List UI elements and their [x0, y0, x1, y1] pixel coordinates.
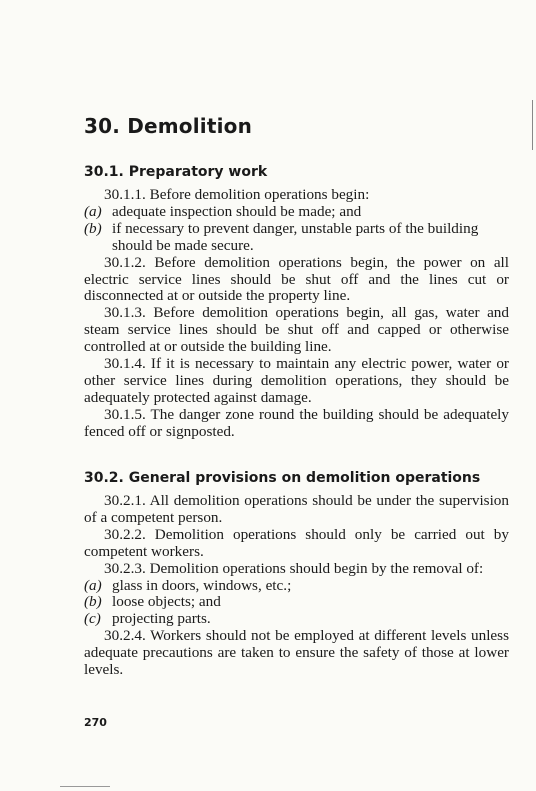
list-item-a [84, 578, 509, 595]
list-item-text: adequate inspection should be made; and [112, 202, 362, 220]
bottom-rule [60, 786, 110, 787]
list-item-label: (b) [84, 219, 102, 237]
paragraph-30-2-3: 30.2.3. Demolition operations should begin by the removal of: [104, 559, 484, 577]
list-item-text: if necessary to prevent danger, unstable parts of the building should be made secure. [112, 219, 479, 254]
page-number: 270 [84, 716, 107, 729]
paragraph-30-1-1: 30.1.1. Before demolition operations begin: [104, 186, 370, 203]
list-item-text: glass in doors, windows, etc.; [112, 576, 292, 594]
list-item-label: (c) [84, 610, 101, 628]
list-item-a [84, 204, 509, 221]
list-item-b [84, 594, 509, 611]
paragraph-30-2-2: 30.2.2. Demolition operations should only be carried out by competent workers. [84, 525, 509, 560]
section-body-preparatory-work [84, 187, 509, 441]
chapter-title: 30. Demolition [84, 114, 253, 138]
paragraph-30-2-4: 30.2.4. Workers should not be employed at different levels unless adequate precautions are taken to ensure the safety of those at lower levels. [84, 627, 509, 679]
list-item-b [84, 221, 509, 255]
paragraph-30-2-1: 30.2.1. All demolition operations should be under the supervision of a competent person. [84, 492, 509, 526]
list-item-text: projecting parts. [112, 610, 211, 628]
list-item-label: (b) [84, 593, 102, 611]
section-heading-general-provisions: 30.2. General provisions on demolition operations [84, 470, 481, 486]
section-body-general-provisions [84, 493, 509, 679]
paragraph-30-1-3: 30.1.3. Before demolition operations begin, all gas, water and steam service lines should be shut off and capped or otherwise controlled at or outside the building line. [84, 304, 509, 356]
list-item-label: (a) [84, 576, 102, 594]
list-item-label: (a) [84, 202, 102, 220]
paragraph-30-1-5: 30.1.5. The danger zone round the building should be adequately fenced off or signposted. [84, 405, 509, 440]
paragraph-30-1-2: 30.1.2. Before demolition operations begin, the power on all electric service lines should be shut off and the lines cut or disconnected at or outside the property line. [84, 253, 509, 305]
list-item-c [84, 611, 509, 628]
list-item-text: loose objects; and [112, 593, 221, 611]
edge-mark [532, 100, 533, 150]
paragraph-30-1-4: 30.1.4. If it is necessary to maintain any electric power, water or other service lines during demolition operations, they should be adequately protected against damage. [84, 355, 509, 406]
section-heading-preparatory-work: 30.1. Preparatory work [84, 164, 268, 180]
